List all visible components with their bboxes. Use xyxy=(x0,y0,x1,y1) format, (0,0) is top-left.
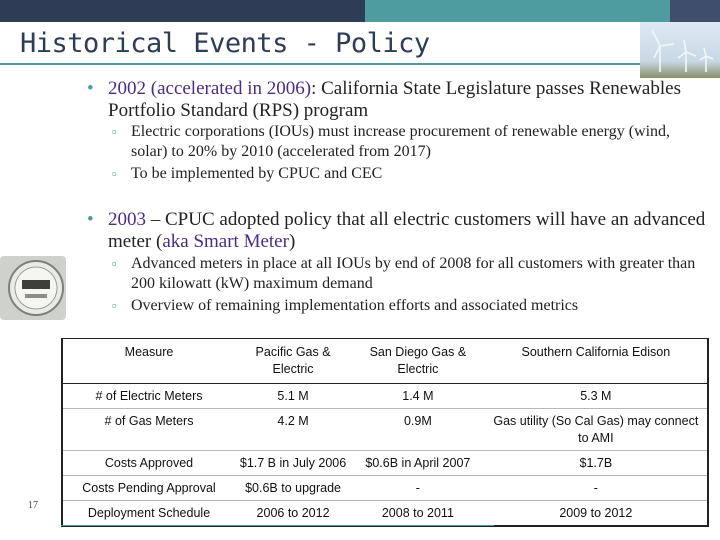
table-cell: 1.4 M xyxy=(351,384,485,409)
table-cell: # of Gas Meters xyxy=(62,409,235,451)
bullet-2-text: – CPUC adopted policy that all electric customers will have an advanced meter ( xyxy=(108,209,706,252)
sub-bullet-marker-icon: ▫ xyxy=(112,298,117,313)
table-cell: Gas utility (So Cal Gas) may connect to AMI xyxy=(485,409,708,451)
table-header-cell: Southern California Edison xyxy=(485,339,708,384)
top-banner-segment-dark xyxy=(0,0,365,22)
bullet-2-year: 2003 xyxy=(108,209,146,230)
table-row xyxy=(62,451,708,476)
table-header-cell: Measure xyxy=(62,339,235,384)
table-cell: 2006 to 2012 xyxy=(235,501,351,527)
bullet-2-sub-2: Overview of remaining implementation efforts and associated metrics xyxy=(131,297,579,314)
table-cell: $0.6B to upgrade xyxy=(235,476,351,501)
table-cell: # of Electric Meters xyxy=(62,384,235,409)
table-cell: - xyxy=(351,476,485,501)
bullet-marker-icon: • xyxy=(87,209,94,230)
table-cell: 2008 to 2011 xyxy=(351,501,485,527)
table-cell: $0.6B in April 2007 xyxy=(351,451,485,476)
top-banner xyxy=(0,0,720,22)
table-cell: Costs Pending Approval xyxy=(62,476,235,501)
table-header-cell: Pacific Gas & Electric xyxy=(235,339,351,384)
top-banner-segment-navy xyxy=(670,0,720,22)
bullet-marker-icon: • xyxy=(87,78,94,99)
sub-bullet-marker-icon: ▫ xyxy=(112,256,117,271)
bullet-2-sub-1: Advanced meters in place at all IOUs by end of 2008 for all customers with greater than 200 kilowatt (kW) maximum demand xyxy=(131,255,696,292)
footer-rule xyxy=(61,525,494,526)
table-cell: Deployment Schedule xyxy=(62,501,235,527)
implementation-metrics-table xyxy=(61,338,709,527)
table-cell: 0.9M xyxy=(351,409,485,451)
wind-turbines-photo xyxy=(640,22,720,78)
bullet-2-text-end: ) xyxy=(288,231,296,252)
bullet-1 xyxy=(108,78,708,122)
sub-bullet-marker-icon: ▫ xyxy=(112,124,117,139)
table-cell: 4.2 M xyxy=(235,409,351,451)
table-cell: $1.7 B in July 2006 xyxy=(235,451,351,476)
bullet-1-sub-2: To be implemented by CPUC and CEC xyxy=(131,165,383,182)
table-cell: 2009 to 2012 xyxy=(485,501,708,527)
table-cell: 5.1 M xyxy=(235,384,351,409)
table-row xyxy=(62,409,708,451)
table-cell: 5.3 M xyxy=(485,384,708,409)
smart-meter-photo xyxy=(0,256,66,320)
table-header-row xyxy=(62,339,708,384)
bullet-2-highlight: aka Smart Meter xyxy=(162,231,289,252)
bullet-1-sub-1: Electric corporations (IOUs) must increase procurement of renewable energy (wind, solar) to 20% by 2010 (accelerated from 2017) xyxy=(131,123,671,160)
sub-bullet-marker-icon: ▫ xyxy=(112,166,117,181)
table-row xyxy=(62,476,708,501)
top-banner-segment-teal xyxy=(365,0,670,22)
bullet-1-year: 2002 (accelerated in 2006) xyxy=(108,78,312,99)
table-cell: $1.7B xyxy=(485,451,708,476)
title-underline xyxy=(0,63,640,65)
bullet-2 xyxy=(108,209,708,253)
table-header-cell: San Diego Gas & Electric xyxy=(351,339,485,384)
bullet-1-text: : California State Legislature passes Renewables Portfolio Standard (RPS) program xyxy=(108,78,681,121)
table-row xyxy=(62,384,708,409)
slide-title: Historical Events - Policy xyxy=(20,28,430,59)
page-number: 17 xyxy=(28,500,38,511)
table-cell: - xyxy=(485,476,708,501)
table-cell: Costs Approved xyxy=(62,451,235,476)
table-row xyxy=(62,501,708,527)
